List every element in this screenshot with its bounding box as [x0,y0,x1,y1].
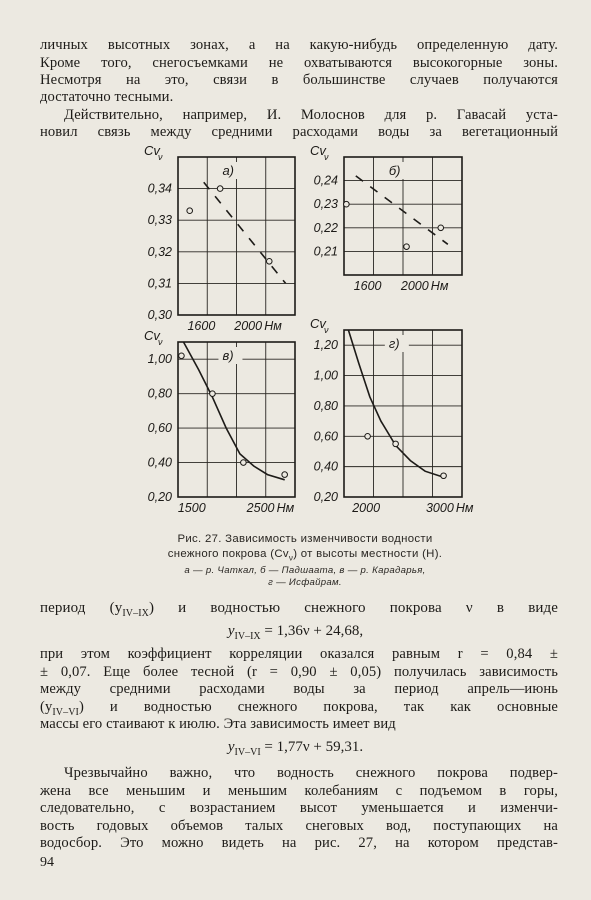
y-axis-label: Cv [310,143,326,158]
data-point [282,472,288,478]
eq-lhs: y [227,623,235,639]
data-point [266,258,272,264]
panel-label: в) [222,348,234,363]
chart-panel [144,143,295,333]
caption-text: ) от высоты местности (H). [293,548,443,560]
text-line: личных высотных зонах, а на какую-нибудь определенную дату. [40,37,558,53]
eq-rhs: = 1,77ν + 59,31. [260,739,364,755]
x-tick-label: 2000 [234,319,263,333]
data-point [441,473,447,479]
data-point [241,460,247,466]
y-tick-label: 0,40 [147,455,172,470]
x-tick-label: 1600 [353,279,382,293]
text-line: достаточно тесными. [40,89,174,105]
text-line: следовательно, с возрастанием высот уменьшается и изменчи- [40,800,558,816]
x-tick-label: 2500 [246,501,275,515]
y-tick-label: 1,00 [147,352,172,367]
text-line: Кроме того, снегосъемками не охватываются высокогорные зоны. [40,55,558,71]
data-point [179,353,185,359]
data-point [210,391,216,397]
text-sub: IV–IX [122,608,149,619]
panel-label: г) [388,336,400,351]
data-point [438,225,444,231]
data-point [365,433,371,439]
y-tick-label: 0,23 [313,197,338,212]
y-tick-label: 0,60 [313,429,338,444]
text-line: Чрезвычайно важно, что водность снежного покрова подвер- [64,765,558,781]
y-axis-label-sub: ν [158,337,163,347]
text-line: Несмотря на это, связи в большинстве случаев получаются [40,72,558,88]
x-tick-label: 1500 [177,501,206,515]
text-line: жена все меньшим и меньшим колебаниям с подъемом в горы, [40,783,558,799]
y-tick-label: 0,20 [147,490,172,504]
fitted-curve [348,330,443,477]
y-tick-label: 0,22 [313,220,338,235]
y-tick-label: 0,24 [313,173,338,188]
caption-line: Рис. 27. Зависимость изменчивости водности [177,533,433,545]
y-tick-label: 0,34 [147,181,172,196]
text-span: ) и водностью снежного покрова, так как основные [78,699,558,715]
y-tick-label: 0,32 [147,244,172,259]
text-line: массы его стаивают к июлю. Эта зависимость имеет вид [40,716,396,732]
figure-caption [120,532,490,589]
x-tick-label: 2000 [352,501,381,515]
x-unit-label: Нм [264,319,282,333]
y-axis-label-sub: ν [324,325,329,335]
equation-2 [0,739,591,758]
caption-line [120,547,490,565]
chart-panel [310,143,462,293]
y-axis-label: Cv [310,316,326,331]
trend-line [356,176,448,244]
y-tick-label: 0,30 [147,308,172,322]
y-tick-label: 0,60 [147,421,172,436]
text-line [40,600,558,623]
eq-sub: IV–VI [234,747,261,758]
x-tick-label: 1600 [187,319,216,333]
equation-1 [0,623,591,642]
y-axis-label-sub: ν [158,152,163,162]
y-tick-label: 0,33 [147,213,172,228]
text-line: при этом коэффициент корреляции оказался равным r = 0,84 ± [40,646,558,662]
trend-line [204,182,286,283]
text-span: ) и водностью снежного покрова ν в виде [148,600,559,616]
y-tick-label: 1,00 [313,368,338,383]
eq-rhs: = 1,36ν + 24,68, [260,623,364,639]
y-tick-label: 0,80 [313,398,338,413]
data-point [187,208,193,214]
y-tick-label: 0,40 [313,459,338,474]
x-unit-label: Нм [455,501,474,515]
text-sub: IV–VI [52,706,79,718]
eq-lhs: y [227,739,235,755]
y-tick-label: 0,21 [313,244,338,259]
x-tick-label: 2000 [400,279,429,293]
y-axis-label: Cv [144,328,160,343]
x-unit-label: Нм [430,279,449,293]
y-axis-label-sub: ν [324,152,329,162]
caption-sub: ν [288,553,294,563]
y-tick-label: 0,80 [147,386,172,401]
text-line: между средними расходами воды за период апрель—июнь [40,681,558,697]
y-axis-label: Cv [144,143,160,158]
caption-text: снежного покрова (Cv [167,548,289,560]
y-tick-label: 1,20 [313,338,338,353]
page-number: 94 [40,855,54,870]
data-point [344,201,350,207]
y-tick-label: 0,31 [147,276,172,291]
text-span: период (y [40,600,123,616]
x-unit-label: Нм [276,501,295,515]
x-tick-label: 3000 [425,501,454,515]
data-point [393,441,399,447]
data-point [404,244,410,250]
chart-panel [310,316,474,515]
caption-legend: а — р. Чаткал, б — Падшаата, в — р. Карадарья, [184,565,426,577]
y-tick-label: 0,20 [313,490,338,504]
text-span: (y [40,699,53,715]
chart-panel [144,328,295,515]
panel-label: а) [222,163,235,178]
text-line: Действительно, например, И. Молоснов для р. Гавасай уста- [64,107,558,123]
caption-legend: г — Исфайрам. [268,577,342,589]
eq-sub: IV–IX [234,631,261,642]
data-point [217,186,223,192]
panel-label: б) [388,163,401,178]
text-line: водосбор. Это можно видеть на рис. 27, на котором представ- [40,835,558,851]
text-line: новил связь между средними расходами воды за вегетационный [40,124,558,140]
text-line: ± 0,07. Еще более тесной (r = 0,90 ± 0,05) получилась зависимость [40,664,558,680]
text-line: вость годовых объемов талых снеговых вод, поступающих на [40,818,558,834]
